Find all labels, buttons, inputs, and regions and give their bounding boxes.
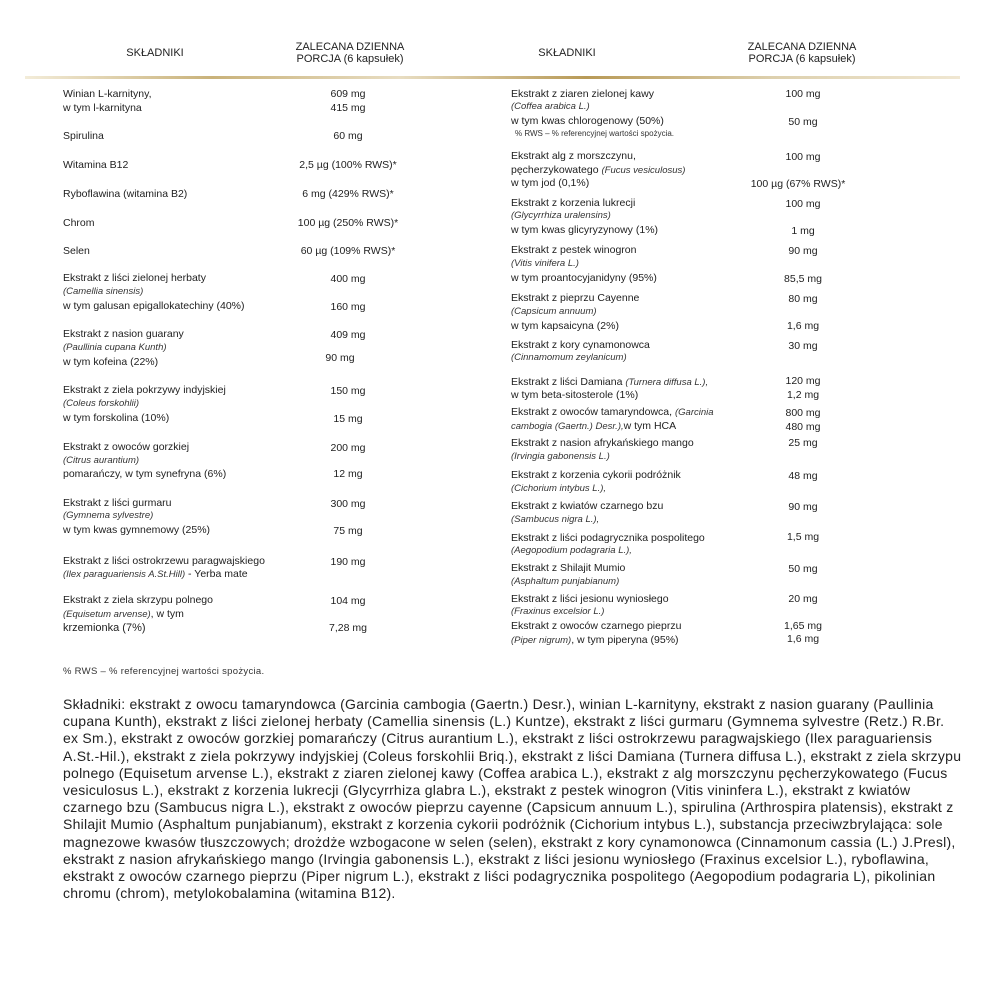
left-row-7-subvalue: 160 mg [330,301,366,313]
left-row-7-sub: w tym galusan epigallokatechiny (40%) [63,300,245,312]
right-row-4-name: Ekstrakt z pestek winogron [511,244,637,256]
right-row-9-latin: (Irvingia gabonensis L.) [511,451,610,462]
right-row-2-word: pęcherzykowatego [511,164,599,176]
header-daily-dose-right-line2: PORCJA (6 kapsułek) [748,53,856,65]
left-row-1-name: Winian L-karnityny, [63,88,152,100]
left-row-5-name: Chrom [63,217,95,229]
left-row-12-suffix: - Yerba mate [185,568,248,580]
left-row-2-value: 60 mg [333,130,363,142]
left-row-13-name: Ekstrakt z ziela skrzypu polnego [63,594,213,606]
right-row-1-note: % RWS – % referencyjnej wartości spożycia. [515,129,675,138]
right-row-10-value: 48 mg [788,470,818,482]
right-row-6-value: 30 mg [788,340,818,352]
left-row-11-subvalue: 75 mg [333,525,363,537]
left-row-9-value: 150 mg [330,385,366,397]
right-row-5-sub: w tym kapsaicyna (2%) [511,320,619,332]
right-row-11-latin: (Sambucus nigra L.), [511,514,600,525]
left-row-6-value: 60 µg (109% RWS)* [300,245,396,257]
right-row-3-name: Ekstrakt z korzenia lukrecji [511,197,636,209]
left-row-11-name: Ekstrakt z liści gurmaru [63,497,172,509]
right-row-2-subvalue: 100 µg (67% RWS)* [750,178,846,190]
right-row-1-name: Ekstrakt z ziaren zielonej kawy [511,88,654,100]
right-row-4-value: 90 mg [788,245,818,257]
right-row-7-word: Ekstrakt z liści Damiana [511,376,626,388]
left-row-3-value: 2,5 µg (100% RWS)* [299,159,397,171]
left-row-4-value: 6 mg (429% RWS)* [302,188,394,200]
left-row-13-value: 104 mg [330,595,366,607]
right-row-7-sub: w tym beta-sitosterole (1%) [511,389,639,401]
right-row-3-latin: (Glycyrrhiza uralensins) [511,210,611,221]
header-ingredients-left: SKŁADNIKI [126,47,184,59]
left-row-10-latin: (Citrus aurantium) [63,455,140,466]
right-row-8-latin2: cambogia (Gaertn.) Desr.), [511,421,624,432]
right-row-14-latin: (Fraxinus excelsior L.) [511,606,605,617]
left-row-13-suffix: , w tym [150,608,184,620]
right-row-7-value: 120 mg [785,375,821,387]
left-row-13-sub: krzemionka (7%) [63,622,146,634]
left-row-4-name: Ryboflawina (witamina B2) [63,188,188,200]
left-row-13-subvalue: 7,28 mg [329,622,367,634]
right-row-3-value: 100 mg [785,198,821,210]
left-row-9-latin: (Coleus forskohlii) [63,398,140,409]
left-row-8-sub: w tym kofeina (22%) [63,356,159,368]
right-row-5-name: Ekstrakt z pieprzu Cayenne [511,292,640,304]
left-row-1-sub: w tym l-karnityna [63,102,142,114]
right-row-3-sub: w tym kwas glicyryzynowy (1%) [511,224,659,236]
right-row-2-value: 100 mg [785,151,821,163]
right-row-1-sub: w tym kwas chlorogenowy (50%) [511,115,664,127]
right-row-9-name: Ekstrakt z nasion afrykańskiego mango [511,437,694,449]
left-row-13-latin: (Equisetum arvense) [63,609,151,620]
right-row-5-latin: (Capsicum annuum) [511,306,597,317]
right-row-4-latin: (Vitis vinifera L.) [511,258,579,269]
right-row-11-name: Ekstrakt z kwiatów czarnego bzu [511,500,664,512]
left-row-2-name: Spirulina [63,130,104,142]
left-row-12-sub [63,568,248,581]
header-daily-dose-left-line2: PORCJA (6 kapsułek) [296,53,404,65]
left-row-12-value: 190 mg [330,556,366,568]
right-row-7-subvalue: 1,2 mg [786,389,820,401]
right-row-13-value: 50 mg [788,563,818,575]
rws-footnote: % RWS – % referencyjnej wartości spożycia. [63,666,265,677]
right-row-10-name: Ekstrakt z korzenia cykorii podróżnik [511,469,681,481]
left-row-12-name: Ekstrakt z liści ostrokrzewu paragwajskiego [63,555,265,567]
right-row-3-subvalue: 1 mg [791,225,815,237]
right-row-8-word: Ekstrakt z owoców tamaryndowca, [511,406,675,418]
left-row-8-value: 409 mg [330,329,366,341]
left-row-10-sub: pomarańczy, w tym synefryna (6%) [63,468,227,480]
left-row-8-subvalue: 90 mg [325,352,355,364]
right-row-12-name: Ekstrakt z liści podagrycznika pospolitego [511,532,705,544]
right-row-10-latin: (Cichorium intybus L.), [511,483,607,494]
right-row-4-subvalue: 85,5 mg [784,273,822,285]
header-daily-dose-right [722,41,882,65]
left-row-10-value: 200 mg [330,442,366,454]
left-row-9-name: Ekstrakt z ziela pokrzywy indyjskiej [63,384,226,396]
left-row-11-sub: w tym kwas gymnemowy (25%) [63,524,211,536]
right-row-2-sub: w tym jod (0,1%) [511,177,590,189]
right-row-14-value: 20 mg [788,593,818,605]
right-row-8-latin: (Garcinia [674,407,714,418]
left-row-7-name: Ekstrakt z liści zielonej herbaty [63,272,206,284]
right-row-8-line2 [511,420,676,433]
header-ingredients-right: SKŁADNIKI [538,47,596,59]
left-row-10-subvalue: 12 mg [333,468,363,480]
right-row-15-value: 1,65 mg [784,620,822,632]
right-row-15-line2 [511,634,679,647]
left-row-7-value: 400 mg [330,273,366,285]
right-row-1-latin: (Coffea arabica L.) [511,101,590,112]
right-row-2-name: Ekstrakt alg z morszczynu, [511,150,636,162]
right-row-5-value: 80 mg [788,293,818,305]
right-row-5-subvalue: 1,6 mg [786,320,820,332]
header-daily-dose-right-line1: ZALECANA DZIENNA [747,41,857,53]
left-row-1-value: 609 mg [330,88,366,100]
right-row-12-latin: (Aegopodium podagraria L.), [511,545,632,556]
left-row-11-latin: (Gymnema sylvestre) [63,510,154,521]
right-row-11-value: 90 mg [788,501,818,513]
ingredients-paragraph: Składniki: ekstrakt z owocu tamaryndowca (Garcinia cambogia (Gaertn.) Desr.), winian L-karnityny, ekstrakt z nasion guarany (Paullinia cupana Kunth), ekstrakt z liści zielonej herbaty (Camellia sinensis (L.) Kuntze), ekstrakt z liści gurmaru (Gymnema sylvestre (Retz.) R.Br. ex Sm.), ekstrakt z owoców gorzkiej pomarańczy (Citrus aurantium L.), ekstrakt z liści ostrokrzewu paragwajskiego (Ilex paraguariensis A.St.-Hil.), ekstrakt z ziela pokrzywy indyjskiej (Coleus forskohlii Briq.), ekstrakt z liści Damiana (Turnera diffusa L.), ekstrakt z ziela skrzypu polnego (Equisetum arvense L.), ekstrakt z ziaren zielonej kawy (Coffea arabica L.), ekstrakt z alg morszczynu pęcherzykowatego (Fucus vesiculosus L.), ekstrakt z korzenia lukrecji (Glycyrrhiza glabra L.), ekstrakt z pestek winogron (Vitis vininfera L.), ekstrakt z kwiatów czarnego bzu (Sambucus nigra L.), ekstrakt z owoców pieprzu cayenne (Capsicum annuum L.), spirulina (Arthrospira platensis), ekstrakt z Shilajit Mumio (Asphaltum punjabianum), ekstrakt z korzenia cykorii podróżnik (Cichorium intybus L.), substancja przeciwzbrylająca: sole magnezowe kwasów tłuszczowych; drożdże wzbogacone w selen (selen), ekstrakt z kory cynamonowca (Cinnamonum cassia (L.) J.Presl), ekstrakt z nasion afrykańskiego mango (Irvingia gabonensis L.), ekstrakt z liści jesionu wyniosłego (Fraxinus excelsior L.), ryboflawina, ekstrakt z owoców czarnego pieprzu (Piper nigrum L.), ekstrakt z liści podagrycznika pospolitego (Aegopodium podagraria L), pikolinian chromu (chrom), metylokobalamina (witamina B12). [63,696,962,902]
right-row-1-subvalue: 50 mg [788,116,818,128]
right-row-7-latin: (Turnera diffusa L.), [625,377,709,388]
header-daily-dose-left [270,41,430,65]
right-row-6-latin: (Cinnamomum zeylanicum) [511,352,627,363]
right-row-6-name: Ekstrakt z kory cynamonowca [511,339,650,351]
right-row-9-value: 25 mg [788,437,818,449]
right-row-15-subvalue: 1,6 mg [786,633,820,645]
left-row-12-latin: (Ilex paraguariensis A.St.Hill) [63,569,186,580]
gold-divider [25,76,960,79]
right-row-8-sub: w tym HCA [623,420,677,432]
right-row-12-value: 1,5 mg [786,531,820,543]
left-row-8-latin: (Paullinia cupana Kunth) [63,342,167,353]
left-row-3-name: Witamina B12 [63,159,129,171]
right-row-8-value: 800 mg [785,407,821,419]
right-row-2-line2 [511,164,685,177]
right-row-13-latin: (Asphaltum punjabianum) [511,576,620,587]
left-row-1-subvalue: 415 mg [330,102,366,114]
left-row-9-subvalue: 15 mg [333,413,363,425]
right-row-14-name: Ekstrakt z liści jesionu wyniosłego [511,593,669,605]
right-row-8-name [511,406,714,419]
right-row-1-value: 100 mg [785,88,821,100]
right-row-15-name: Ekstrakt z owoców czarnego pieprzu [511,620,682,632]
left-row-11-value: 300 mg [330,498,366,510]
right-row-7-name [511,376,708,389]
right-row-15-latin: (Piper nigrum) [511,635,572,646]
right-row-8-subvalue: 480 mg [785,421,821,433]
left-row-10-name: Ekstrakt z owoców gorzkiej [63,441,190,453]
left-row-8-name: Ekstrakt z nasion guarany [63,328,184,340]
left-row-6-name: Selen [63,245,90,257]
left-row-13-line2 [63,608,184,621]
left-row-5-value: 100 µg (250% RWS)* [297,217,399,229]
right-row-4-sub: w tym proantocyjanidyny (95%) [511,272,657,284]
left-row-9-sub: w tym forskolina (10%) [63,412,170,424]
right-row-15-sub: , w tym piperyna (95%) [571,634,679,646]
left-row-7-latin: (Camellia sinensis) [63,286,144,297]
header-daily-dose-left-line1: ZALECANA DZIENNA [295,41,405,53]
right-row-13-name: Ekstrakt z Shilajit Mumio [511,562,626,574]
right-row-2-latin: (Fucus vesiculosus) [601,165,686,176]
